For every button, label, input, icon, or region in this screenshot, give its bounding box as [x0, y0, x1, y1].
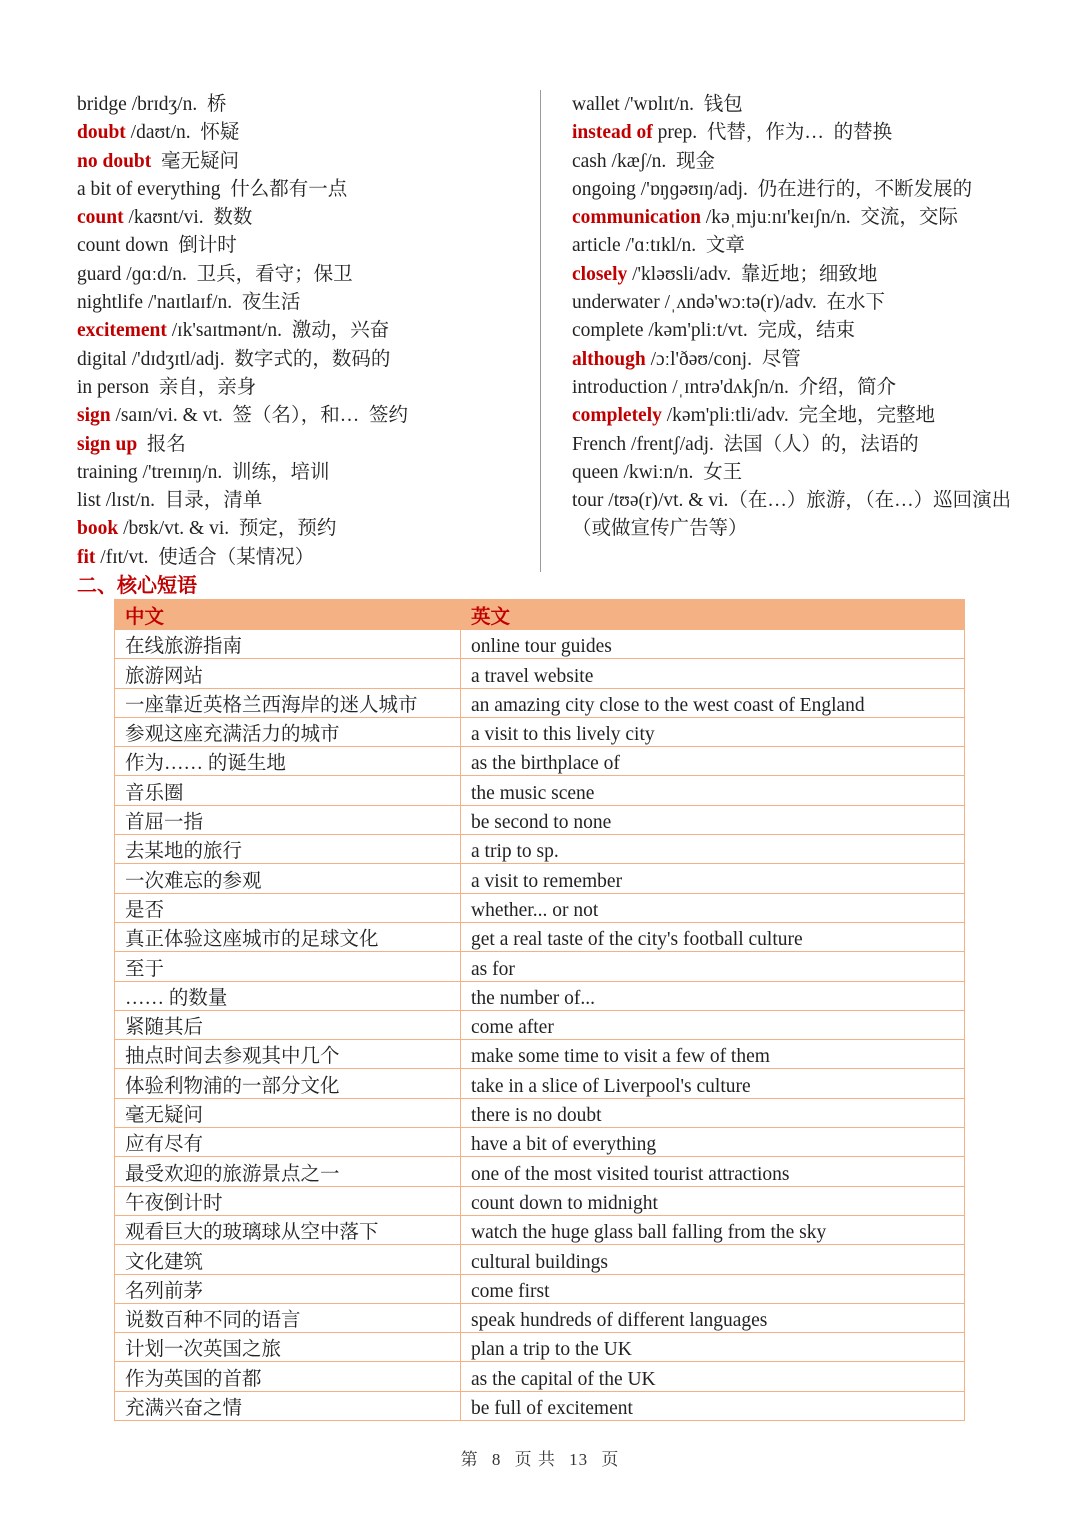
vocab-word: complete: [572, 320, 644, 342]
cell-chinese: 一座靠近英格兰西海岸的迷人城市: [115, 688, 461, 717]
footer-prefix: 第: [460, 1450, 479, 1469]
cell-chinese: 午夜倒计时: [115, 1186, 461, 1215]
vocab-word: bridge: [77, 94, 127, 115]
vocab-entry: [572, 176, 1012, 204]
cell-english: make some time to visit a few of them: [461, 1040, 965, 1069]
table-row: [115, 1040, 965, 1069]
cell-chinese: 紧随其后: [115, 1010, 461, 1039]
vocab-definition: 亲自，亲身: [149, 376, 257, 398]
table-row: [115, 1098, 965, 1127]
vocab-word: excitement: [77, 320, 167, 342]
vocab-definition: /'dɪdʒɪtl/adj. 数字式的，数码的: [126, 348, 391, 370]
vocab-word: closely: [572, 263, 628, 285]
vocab-word: a bit of everything: [77, 178, 221, 200]
vocab-word: book: [77, 518, 119, 540]
cell-chinese: 抽点时间去参观其中几个: [115, 1040, 461, 1069]
cell-chinese: 文化建筑: [115, 1245, 461, 1274]
vocab-definition: /kəˌmjuːnɪ'keɪʃn/n. 交流，交际: [700, 207, 958, 229]
table-row: [115, 776, 965, 805]
cell-english: come after: [461, 1010, 965, 1039]
cell-chinese: 真正体验这座城市的足球文化: [115, 922, 461, 951]
cell-english: there is no doubt: [461, 1098, 965, 1127]
cell-english: a visit to this lively city: [461, 717, 965, 746]
vocab-word: sign up: [77, 433, 138, 455]
cell-chinese: 在线旅游指南: [115, 630, 461, 659]
vocab-definition: /saɪn/vi. & vt. 签（名），和… 签约: [110, 405, 408, 427]
vocab-definition: /kəm'pliːt/vt. 完成，结束: [643, 320, 855, 342]
cell-chinese: 毫无疑问: [115, 1098, 461, 1127]
cell-english: as the capital of the UK: [461, 1362, 965, 1391]
vocab-definition: /frentʃ/adj. 法国（人）的，法语的: [626, 433, 919, 455]
header-chinese: 中文: [115, 600, 461, 630]
vocab-definition: /'wɒlɪt/n. 钱包: [619, 94, 743, 115]
vocab-definition: /'ɑːtɪkl/n. 文章: [620, 235, 745, 257]
section-title: 二、核心短语: [77, 575, 197, 597]
vocab-entry: [77, 544, 517, 572]
vocab-word: list: [77, 490, 101, 512]
vocab-entry: [572, 459, 1012, 487]
table-row: [115, 747, 965, 776]
header-english: 英文: [461, 600, 965, 630]
cell-english: a trip to sp.: [461, 835, 965, 864]
vocab-definition: /ɪk'saɪtmənt/n. 激动，兴奋: [166, 320, 390, 342]
cell-chinese: 音乐圈: [115, 776, 461, 805]
table-row: [115, 659, 965, 688]
table-row: [115, 1069, 965, 1098]
vocab-entry: [77, 176, 517, 204]
vocab-word: article: [572, 235, 621, 257]
vocab-entry: [77, 346, 517, 374]
vocab-entry: [77, 317, 517, 345]
vocab-definition: /'ɒŋɡəʊɪŋ/adj. 仍在进行的，不断发展的: [635, 178, 973, 200]
vocab-definition: /kaʊnt/vi. 数数: [123, 207, 253, 229]
cell-english: an amazing city close to the west coast of England: [461, 688, 965, 717]
table-row: [115, 1274, 965, 1303]
vocab-entry: [77, 232, 517, 260]
vocab-entry: [572, 91, 1012, 119]
cell-english: as for: [461, 952, 965, 981]
cell-english: have a bit of everything: [461, 1128, 965, 1157]
cell-chinese: 参观这座充满活力的城市: [115, 717, 461, 746]
table-row: [115, 952, 965, 981]
cell-chinese: 去某地的旅行: [115, 835, 461, 864]
cell-english: take in a slice of Liverpool's culture: [461, 1069, 965, 1098]
vocab-word: doubt: [77, 122, 126, 144]
cell-english: whether... or not: [461, 893, 965, 922]
vocab-word: although: [572, 348, 646, 370]
cell-english: a travel website: [461, 659, 965, 688]
table-header-row: [115, 600, 965, 630]
vocab-definition: 倒计时: [168, 235, 237, 257]
vocab-word: nightlife: [77, 292, 144, 314]
vocab-word: tour: [572, 490, 604, 512]
cell-english: one of the most visited tourist attractions: [461, 1157, 965, 1186]
vocab-word: guard: [77, 263, 122, 285]
cell-chinese: 充满兴奋之情: [115, 1391, 461, 1420]
cell-english: a visit to remember: [461, 864, 965, 893]
table-row: [115, 1128, 965, 1157]
table-row: [115, 1186, 965, 1215]
vocab-word: no doubt: [77, 150, 152, 172]
table-row: [115, 835, 965, 864]
table-row: [115, 630, 965, 659]
vocab-entry: [77, 515, 517, 543]
cell-english: cultural buildings: [461, 1245, 965, 1274]
vocab-definition: /ˌʌndə'wɔːtə(r)/adv. 在水下: [659, 292, 886, 314]
vocab-entry: [77, 431, 517, 459]
table-row: [115, 1245, 965, 1274]
vocab-word: introduction: [572, 376, 668, 398]
vocab-definition: /'naɪtlaɪf/n. 夜生活: [143, 292, 301, 314]
vocab-word: training: [77, 461, 138, 483]
vocab-word: communication: [572, 207, 701, 229]
vocab-entry: [77, 148, 517, 176]
vocab-entry: [572, 346, 1012, 374]
table-row: [115, 893, 965, 922]
cell-chinese: 作为…… 的诞生地: [115, 747, 461, 776]
vocab-definition: /bʊk/vt. & vi. 预定，预约: [118, 518, 337, 540]
vocab-word: queen: [572, 461, 619, 483]
cell-chinese: 名列前茅: [115, 1274, 461, 1303]
vocab-entry: [77, 487, 517, 515]
vocab-definition: 报名: [137, 433, 186, 455]
table-row: [115, 1303, 965, 1332]
vocab-entry: [77, 204, 517, 232]
vocab-definition: /kwiːn/n. 女王: [618, 461, 743, 483]
vocab-definition: /kæʃ/n. 现金: [606, 150, 715, 172]
vocab-word: completely: [572, 405, 662, 427]
vocab-entry: [572, 289, 1012, 317]
vocab-definition: prep. 代替，作为… 的替换: [652, 122, 893, 144]
vocab-definition: /ɔːl'ðəʊ/conj. 尽管: [645, 348, 801, 370]
vocab-word: fit: [77, 546, 96, 568]
vocab-entry: [77, 402, 517, 430]
cell-english: be full of excitement: [461, 1391, 965, 1420]
vocab-entry: [572, 487, 1012, 544]
table-row: [115, 981, 965, 1010]
table-row: [115, 1333, 965, 1362]
vocab-entry: [77, 374, 517, 402]
cell-chinese: 旅游网站: [115, 659, 461, 688]
vocab-definition: 毫无疑问: [151, 150, 240, 172]
vocab-definition: /daʊt/n. 怀疑: [125, 122, 240, 144]
vocab-entry: [572, 261, 1012, 289]
table-row: [115, 1157, 965, 1186]
vocab-word: cash: [572, 150, 607, 172]
vocab-definition: /ɡɑːd/n. 卫兵，看守；保卫: [121, 263, 353, 285]
table-row: [115, 1362, 965, 1391]
vocab-entry: [572, 148, 1012, 176]
cell-chinese: 计划一次英国之旅: [115, 1333, 461, 1362]
page-footer: [0, 1445, 1080, 1470]
cell-chinese: 一次难忘的参观: [115, 864, 461, 893]
vocab-word: French: [572, 433, 627, 455]
table-row: [115, 864, 965, 893]
vocab-definition: /'treɪnɪŋ/n. 训练，培训: [137, 461, 330, 483]
cell-english: be second to none: [461, 805, 965, 834]
vocab-entry: [77, 459, 517, 487]
cell-chinese: 作为英国的首都: [115, 1362, 461, 1391]
vocab-entry: [572, 402, 1012, 430]
table-row: [115, 922, 965, 951]
table-row: [115, 1391, 965, 1420]
vocab-word: count down: [77, 235, 169, 257]
footer-total-pages: 13: [569, 1450, 589, 1469]
cell-english: count down to midnight: [461, 1186, 965, 1215]
vocab-entry: [572, 431, 1012, 459]
cell-english: watch the huge glass ball falling from the sky: [461, 1215, 965, 1244]
footer-page-number: 8: [491, 1450, 502, 1469]
cell-english: get a real taste of the city's football culture: [461, 922, 965, 951]
cell-chinese: 最受欢迎的旅游景点之一: [115, 1157, 461, 1186]
vocab-entry: [572, 204, 1012, 232]
cell-english: the number of...: [461, 981, 965, 1010]
vocab-entry: [572, 317, 1012, 345]
phrase-table: [114, 599, 965, 1421]
vocab-definition: /'kləʊsli/adv. 靠近地；细致地: [627, 263, 878, 285]
vocab-definition: /fɪt/vt. 使适合（某情况）: [95, 546, 315, 568]
vocab-definition: 什么都有一点: [220, 178, 348, 200]
vocab-entry: [77, 91, 517, 119]
table-row: [115, 805, 965, 834]
vocab-entry: [77, 289, 517, 317]
cell-chinese: 体验利物浦的一部分文化: [115, 1069, 461, 1098]
vocab-entry: [77, 261, 517, 289]
vocab-word: sign: [77, 405, 111, 427]
table-row: [115, 688, 965, 717]
cell-chinese: 至于: [115, 952, 461, 981]
cell-chinese: 观看巨大的玻璃球从空中落下: [115, 1215, 461, 1244]
vocab-entry: [572, 374, 1012, 402]
table-row: [115, 717, 965, 746]
cell-english: speak hundreds of different languages: [461, 1303, 965, 1332]
cell-english: online tour guides: [461, 630, 965, 659]
footer-middle: 页 共: [514, 1450, 556, 1469]
vocab-word: ongoing: [572, 178, 636, 200]
cell-chinese: 是否: [115, 893, 461, 922]
table-row: [115, 1215, 965, 1244]
vocab-entry: [572, 232, 1012, 260]
cell-chinese: 首屈一指: [115, 805, 461, 834]
vocab-word: count: [77, 207, 124, 229]
vocab-word: in person: [77, 376, 150, 398]
vocab-column-right: [572, 91, 1012, 544]
vocab-word: underwater: [572, 292, 660, 314]
vocab-word: digital: [77, 348, 127, 370]
column-divider: [540, 90, 541, 572]
vocab-definition: /kəm'pliːtli/adv. 完全地，完整地: [661, 405, 935, 427]
vocab-word: instead of: [572, 122, 653, 144]
cell-english: as the birthplace of: [461, 747, 965, 776]
vocab-definition: /tʊə(r)/vt. & vi.（在…）旅游，（在…）巡回演出（或做宣传广告等）: [572, 490, 1012, 540]
cell-chinese: …… 的数量: [115, 981, 461, 1010]
cell-chinese: 说数百种不同的语言: [115, 1303, 461, 1332]
vocab-entry: [572, 119, 1012, 147]
vocab-definition: /ˌɪntrə'dʌkʃn/n. 介绍，简介: [667, 376, 897, 398]
cell-english: plan a trip to the UK: [461, 1333, 965, 1362]
cell-english: the music scene: [461, 776, 965, 805]
vocab-column-left: [77, 91, 517, 572]
vocab-definition: /brɪdʒ/n. 桥: [126, 94, 227, 115]
table-row: [115, 1010, 965, 1039]
cell-chinese: 应有尽有: [115, 1128, 461, 1157]
vocab-entry: [77, 119, 517, 147]
vocab-word: wallet: [572, 94, 620, 115]
footer-suffix: 页: [601, 1450, 620, 1469]
vocab-definition: /lɪst/n. 目录，清单: [100, 490, 263, 512]
cell-english: come first: [461, 1274, 965, 1303]
